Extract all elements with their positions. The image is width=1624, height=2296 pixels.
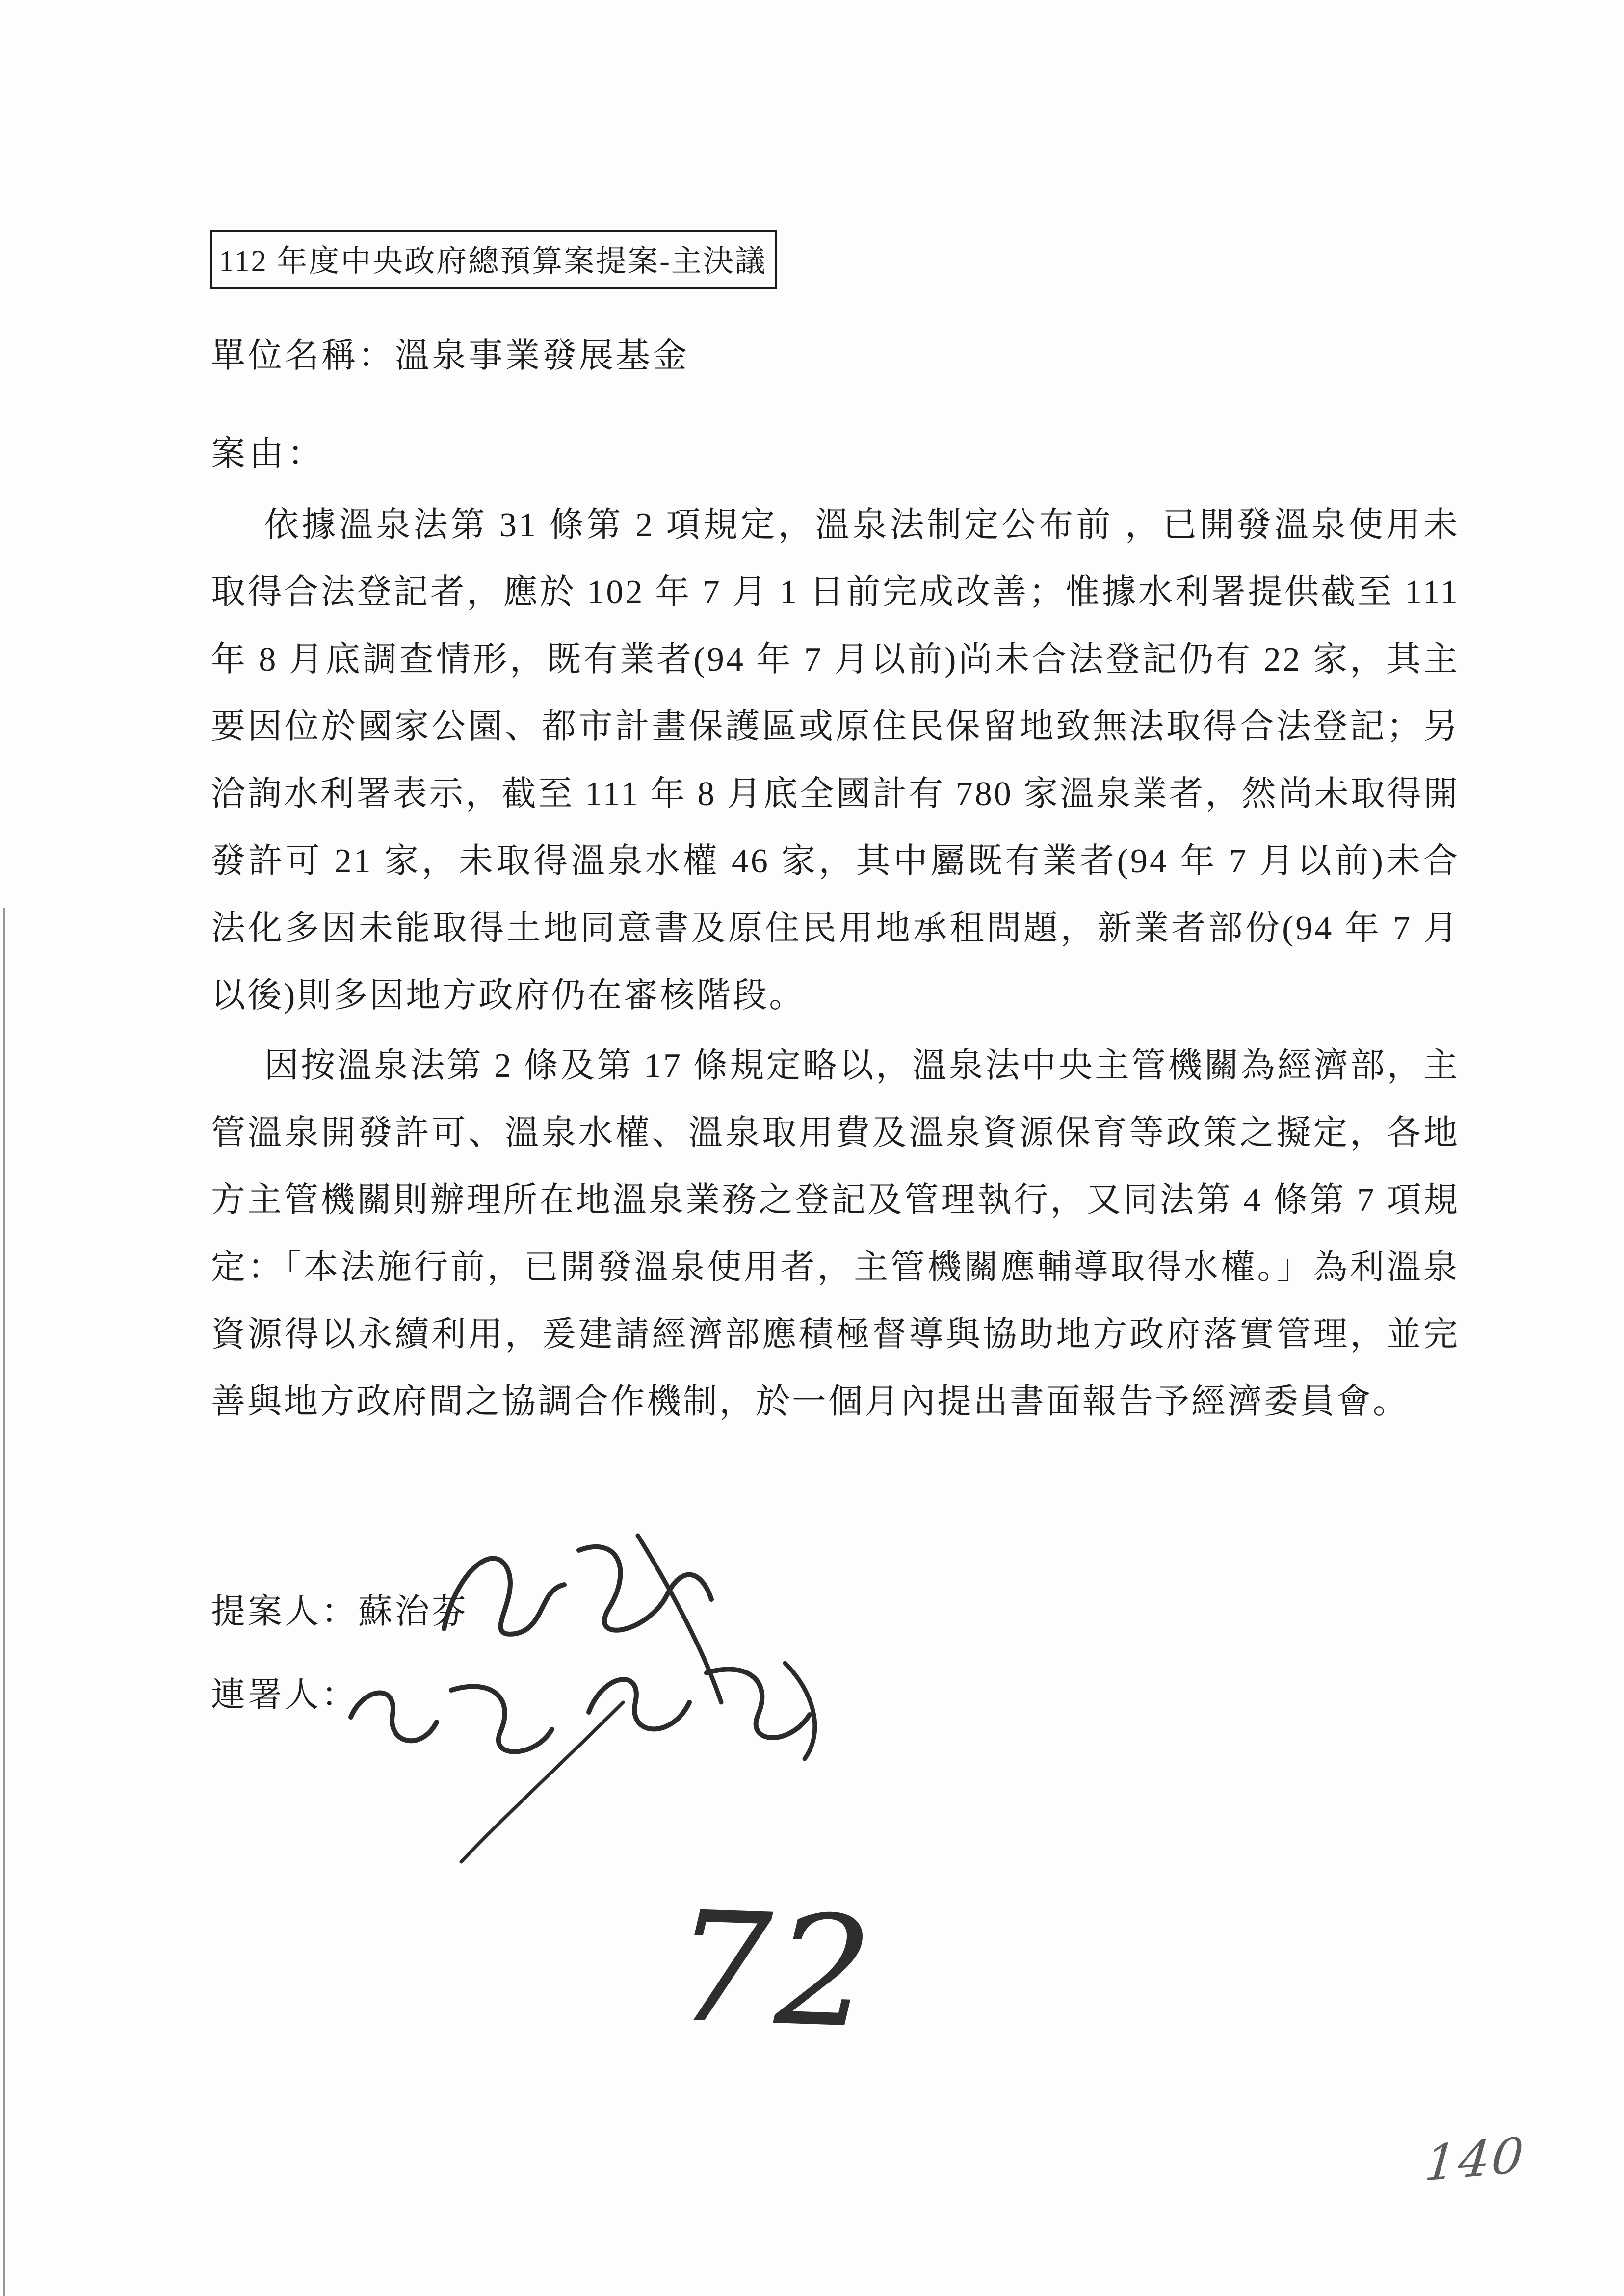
unit-name-line: 單位名稱：溫泉事業發展基金 (211, 337, 689, 375)
proposer-line: 提案人：蘇治芬 (211, 1593, 469, 1631)
proposer-signature (444, 1536, 721, 1862)
document-title: 112 年度中央政府總預算案提案-主決議 (210, 230, 777, 289)
scan-edge-artifact (3, 908, 5, 2296)
handwritten-corner-number: 140 (1422, 2126, 1528, 2192)
case-label: 案由： (211, 435, 326, 473)
case-body (211, 492, 1460, 1435)
handwritten-page-number: 72 (671, 1878, 879, 2063)
paragraph-2: 因按溫泉法第 2 條及第 17 條規定略以，溫泉法中央主管機關為經濟部，主管溫泉開發許可、溫泉水權、溫泉取用費及溫泉資源保育等政策之擬定，各地方主管機關則辦理所在地溫泉業務之登記及管理執行，又同法第 4 條第 7 項規定：「本法施行前，已開發溫泉使用者，主管機關應輔導取得水權。」為利溫泉資源得以永續利用，爰建請經濟部應積極督導與協助地方政府落實管理，並完善與地方政府間之協調合作機制，於一個月內提出書面報告予經濟委員會。 (211, 1047, 1460, 1421)
cosigner-signature-2 (589, 1663, 815, 1759)
paragraph-1: 依據溫泉法第 31 條第 2 項規定，溫泉法制定公布前 ，已開發溫泉使用未取得合法登記者，應於 102 年 7 月 1 日前完成改善；惟據水利署提供截至 111 年 8 月底調查情形，既有業者(94 年 7 月以前)尚未合法登記仍有 22 家，其主要因位於國家公園、都市計畫保護區或原住民保留地致無法取得合法登記；另洽詢水利署表示，截至 111 年 8 月底全國計有 780 家溫泉業者，然尚未取得開發許可 21 家，未取得溫泉水權 46 家，其中屬既有業者(94 年 7 月以前)未合法化多因未能取得土地同意書及原住民用地承租問題，新業者部份(94 年 7 月以後)則多因地方政府仍在審核階段。 (211, 506, 1460, 1015)
cosigner-signature-1 (351, 1687, 552, 1752)
cosigner-line: 連署人： (211, 1676, 358, 1714)
